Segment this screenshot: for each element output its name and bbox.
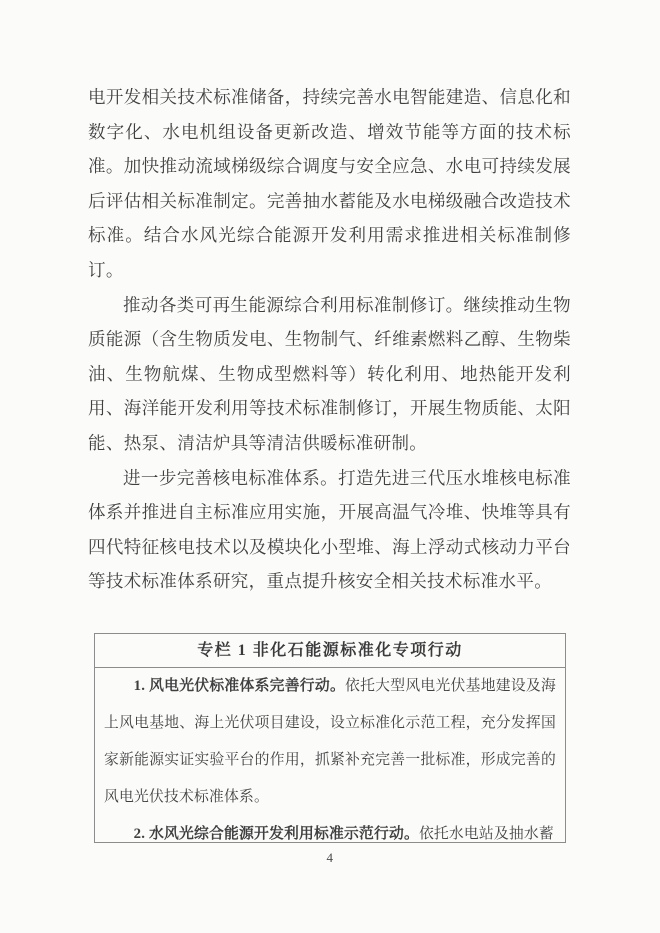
callout-item-2 [104, 816, 556, 842]
callout-box-body [95, 668, 565, 842]
callout-item-1 [104, 668, 556, 816]
callout-box [94, 633, 566, 843]
callout-item-1-lead: 1. 风电光伏标准体系完善行动。 [133, 678, 346, 694]
body-text [88, 80, 571, 634]
paragraph-hydro-standards: 电开发相关技术标准储备，持续完善水电智能建造、信息化和数字化、水电机组设备更新改造、增效节能等方面的技术标准。加快推动流域梯级综合调度与安全应急、水电可持续发展后评估相关标准制定。完善抽水蓄能及水电梯级融合改造技术标准。结合水风光综合能源开发利用需求推进相关标准制修订。 [88, 87, 571, 280]
page-number: 4 [326, 850, 334, 865]
callout-item-2-text: 依托水电站及抽水蓄 [418, 826, 554, 842]
callout-item-1-text: 依托大型风电光伏基地建设及海上风电基地、海上光伏项目建设，设立标准化示范工程，充分发挥国家新能源实证实验平台的作用，抓紧补充完善一批标准，形成完善的风电光伏技术标准体系。 [104, 678, 556, 805]
paragraph-renewable-utilization: 推动各类可再生能源综合利用标准制修订。继续推动生物质能源（含生物质发电、生物制气、纤维素燃料乙醇、生物柴油、生物航煤、生物成型燃料等）转化利用、地热能开发利用、海洋能开发利用等技术标准制修订，开展生物质能、太阳能、热泵、清洁炉具等清洁供暖标准研制。 [88, 294, 571, 453]
paragraph-nuclear-standards: 进一步完善核电标准体系。打造先进三代压水堆核电标准体系并推进自主标准应用实施，开展高温气冷堆、快堆等具有四代特征核电技术以及模块化小型堆、海上浮动式核动力平台等技术标准体系研究，重点提升核安全相关技术标准水平。 [88, 467, 571, 592]
callout-item-2-lead: 2. 水风光综合能源开发利用标准示范行动。 [133, 826, 419, 842]
callout-box-title: 专栏 1 非化石能源标准化专项行动 [95, 634, 565, 668]
